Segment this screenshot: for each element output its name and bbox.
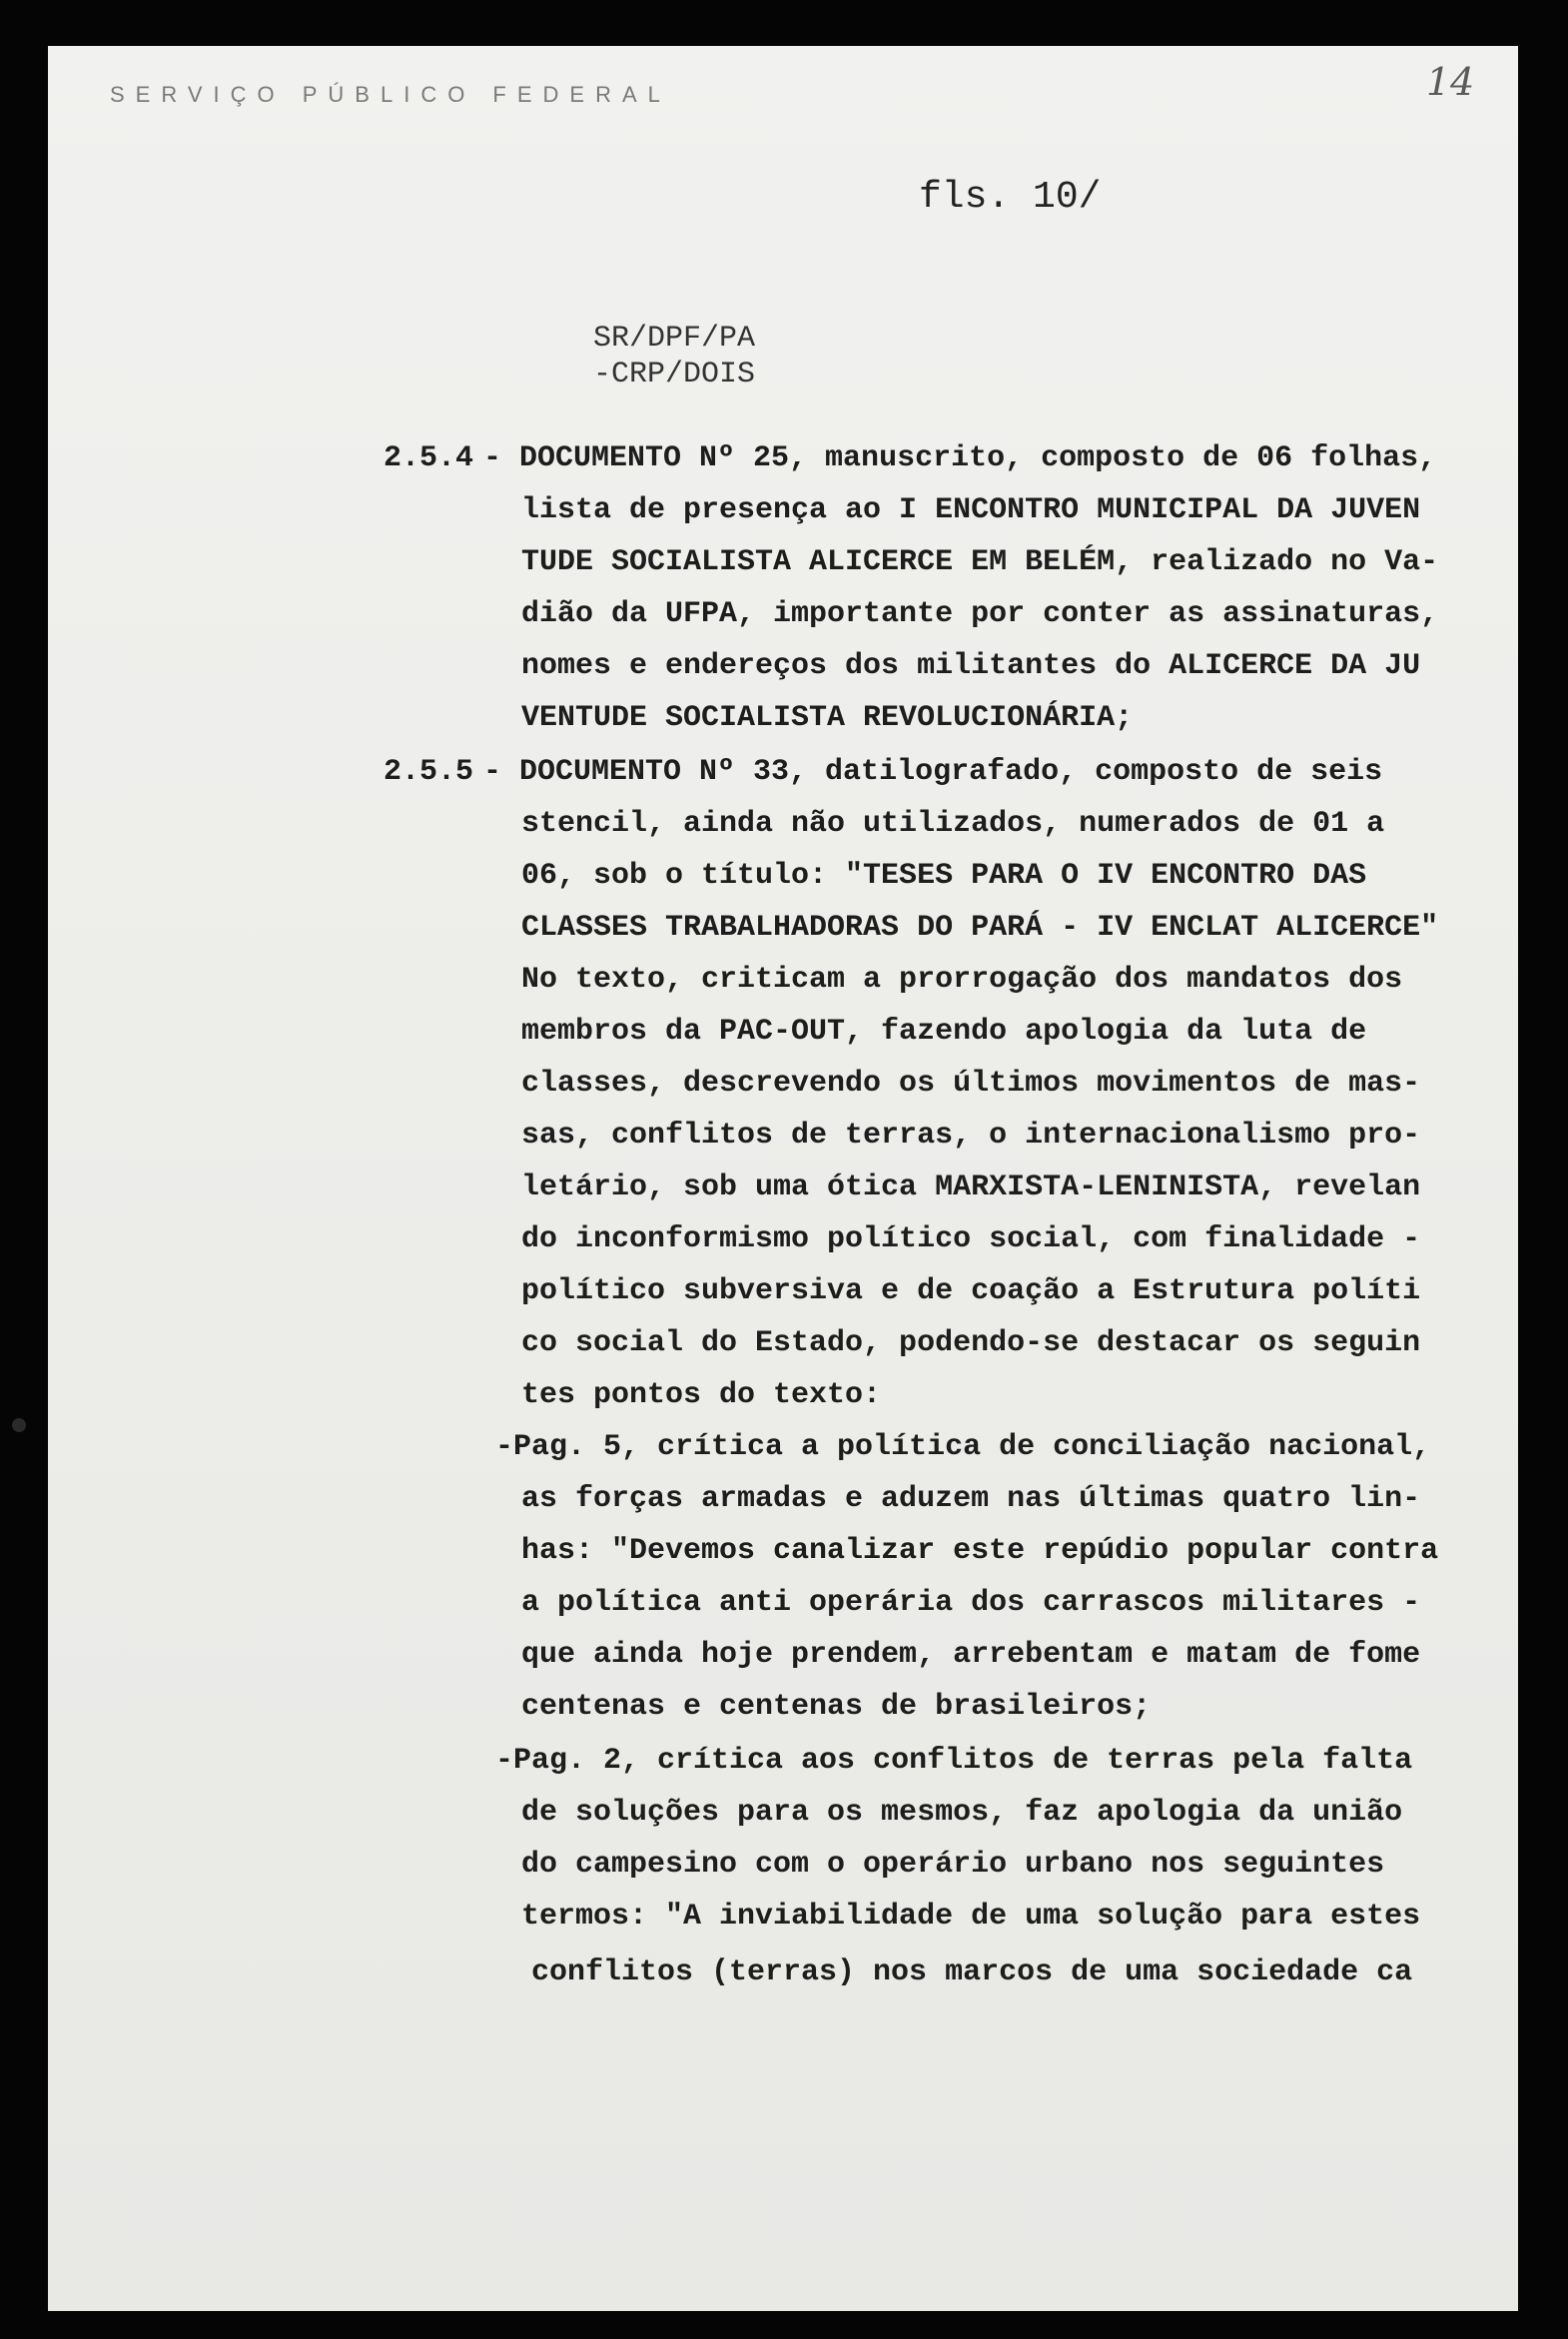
text-line: has: "Devemos canalizar este repúdio popular contra [521,1534,1439,1568]
text-line: stencil, ainda não utilizados, numerados de 01 a [521,807,1385,841]
text-line: membros da PAC-OUT, fazendo apologia da luta de [521,1015,1367,1049]
text-line: centenas e centenas de brasileiros; [521,1690,1152,1724]
text-line: co social do Estado, podendo-se destacar os seguin [521,1326,1421,1360]
text-line: tes pontos do texto: [521,1378,882,1412]
text-line: termos: "A inviabilidade de uma solução para estes [521,1900,1421,1934]
item-number: 2.5.5 [384,755,474,789]
text-line: VENTUDE SOCIALISTA REVOLUCIONÁRIA; [521,701,1134,735]
text-line: TUDE SOCIALISTA ALICERCE EM BELÉM, realizado no Va- [521,545,1439,579]
reference-code: -CRP/DOIS [593,358,756,391]
text-line: -Pag. 5, crítica a política de conciliação nacional, [495,1430,1431,1464]
text-line: a política anti operária dos carrascos militares - [521,1586,1421,1620]
text-line: sas, conflitos de terras, o internacionalismo pro- [521,1119,1421,1153]
text-line: de soluções para os mesmos, faz apologia da união [521,1796,1403,1830]
text-line: político subversiva e de coação a Estrutura políti [521,1274,1421,1308]
text-line: do inconformismo político social, com finalidade - [521,1222,1421,1256]
folio-number: fls. 10/ [919,176,1102,219]
text-line: - DOCUMENTO Nº 33, datilografado, composto de seis [483,755,1383,789]
text-line: as forças armadas e aduzem nas últimas quatro lin- [521,1482,1421,1516]
text-line: dião da UFPA, importante por conter as assinaturas, [521,597,1439,631]
text-line: -Pag. 2, crítica aos conflitos de terras pela falta [495,1744,1413,1778]
text-line: letário, sob uma ótica MARXISTA-LENINISTA, revelan [521,1170,1421,1204]
item-number: 2.5.4 [384,441,474,475]
text-line: nomes e endereços dos militantes do ALICERCE DA JU [521,649,1421,683]
scan-speck [12,1418,26,1432]
text-line: classes, descrevendo os últimos movimentos de mas- [521,1067,1421,1101]
text-line: - DOCUMENTO Nº 25, manuscrito, composto de 06 folhas, [483,441,1437,475]
text-line: que ainda hoje prendem, arrebentam e matam de fome [521,1638,1421,1672]
text-line: No texto, criticam a prorrogação dos mandatos dos [521,963,1403,997]
text-line: lista de presença ao I ENCONTRO MUNICIPAL DA JUVEN [521,493,1421,527]
handwritten-page-number: 14 [1426,60,1475,104]
text-line: conflitos (terras) nos marcos de uma sociedade ca [531,1955,1413,1989]
text-line: CLASSES TRABALHADORAS DO PARÁ - IV ENCLAT ALICERCE" [521,911,1439,945]
reference-code: SR/DPF/PA [593,322,756,356]
letterhead-stamp: SERVIÇO PÚBLICO FEDERAL [110,82,671,107]
text-line: 06, sob o título: "TESES PARA O IV ENCONTRO DAS [521,859,1367,893]
text-line: do campesino com o operário urbano nos seguintes [521,1848,1385,1882]
